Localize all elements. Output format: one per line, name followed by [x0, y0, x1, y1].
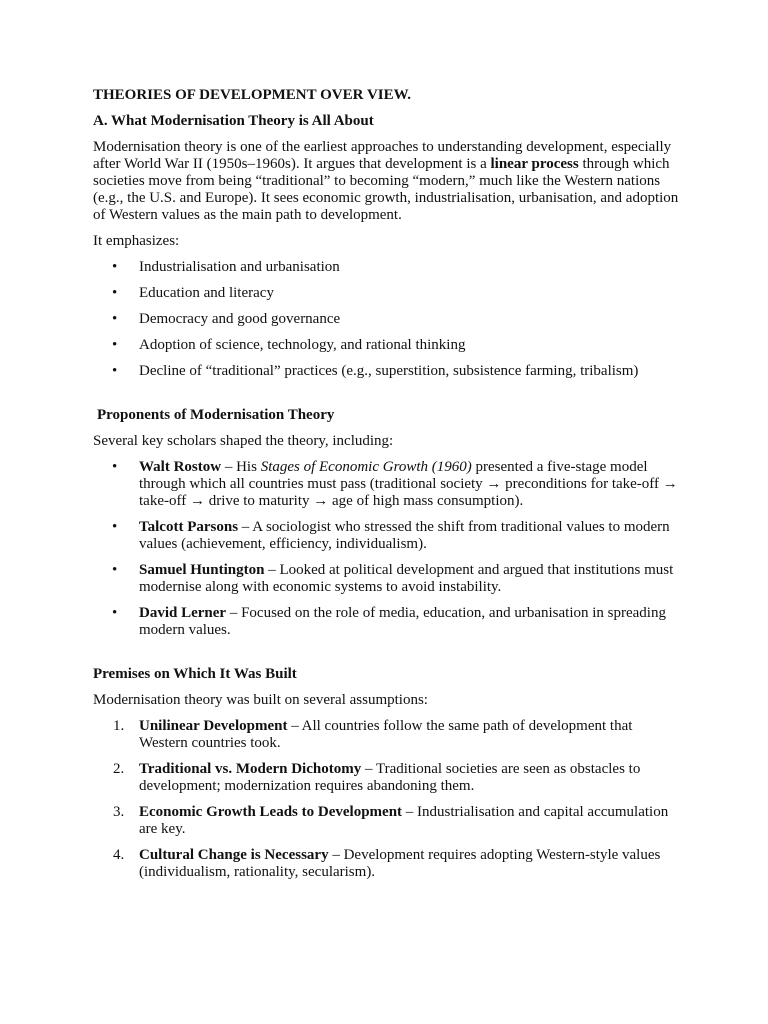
- proponents-intro: Several key scholars shaped the theory, including:: [93, 433, 394, 449]
- premise-name: Traditional vs. Modern Dichotomy: [139, 761, 362, 777]
- bullet-icon: •: [112, 311, 118, 327]
- list-item-text: Adoption of science, technology, and rational thinking: [139, 337, 466, 353]
- document-page: [93, 87, 683, 890]
- list-item-text: Democracy and good governance: [139, 311, 341, 327]
- list-item: [93, 459, 683, 510]
- list-item: [93, 605, 683, 639]
- bullet-icon: •: [112, 285, 118, 301]
- proponent-name: Talcott Parsons: [139, 519, 239, 535]
- section-a-heading: A. What Modernisation Theory is All About: [93, 113, 374, 129]
- proponent-text: – Focused on the role of media, education, and urbanisation in spreading modern values.: [139, 605, 666, 638]
- proponent-text: presented a five-stage model through which all countries must pass (traditional society → preconditions for take-off → take-off → drive to maturity → age of high mass consumption).: [139, 459, 678, 509]
- proponent-text: – A sociologist who stressed the shift from traditional values to modern values (achievement, efficiency, individualism).: [139, 519, 670, 552]
- intro-text-part2: through which societies move from being “traditional” to becoming “modern,” much like the Western nations (e.g., the U.S. and Europe). It sees economic growth, industrialisation, urbanisation, and adoption of Western values as the main path to development.: [93, 156, 679, 223]
- intro-bold-text: linear process: [490, 156, 579, 172]
- emphasis-list: [93, 259, 683, 380]
- proponents-list: [93, 459, 683, 639]
- list-item: [93, 718, 683, 752]
- premises-list: [93, 718, 683, 881]
- list-number: 2.: [113, 761, 125, 777]
- proponent-name: Walt Rostow: [139, 459, 222, 475]
- list-number: 1.: [113, 718, 125, 734]
- proponent-text: – Looked at political development and argued that institutions must modernise along with economic systems to avoid instability.: [139, 562, 674, 595]
- list-item: [93, 311, 683, 328]
- list-item: [93, 847, 683, 881]
- list-item: [93, 761, 683, 795]
- bullet-icon: •: [112, 519, 118, 535]
- bullet-icon: •: [112, 259, 118, 275]
- premise-name: Unilinear Development: [139, 718, 288, 734]
- bullet-icon: •: [112, 337, 118, 353]
- premise-name: Economic Growth Leads to Development: [139, 804, 403, 820]
- list-item-text: Education and literacy: [139, 285, 274, 301]
- proponent-name: David Lerner: [139, 605, 227, 621]
- list-item: [93, 562, 683, 596]
- premise-name: Cultural Change is Necessary: [139, 847, 329, 863]
- premise-text: – All countries follow the same path of development that Western countries took.: [139, 718, 633, 751]
- list-item: [93, 519, 683, 553]
- bullet-icon: •: [112, 363, 118, 379]
- premises-intro: Modernisation theory was built on several assumptions:: [93, 692, 428, 708]
- list-item-text: Decline of “traditional” practices (e.g., superstition, subsistence farming, tribalism): [139, 363, 639, 379]
- proponent-book-title: Stages of Economic Growth (1960): [260, 459, 472, 475]
- premise-text: – Development requires adopting Western-style values (individualism, rationality, secularism).: [139, 847, 661, 880]
- list-item: [93, 259, 683, 276]
- document-title: THEORIES OF DEVELOPMENT OVER VIEW.: [93, 87, 411, 103]
- list-item: [93, 285, 683, 302]
- premises-heading: Premises on Which It Was Built: [93, 666, 297, 682]
- section-a-intro: [93, 139, 683, 224]
- proponents-heading: Proponents of Modernisation Theory: [97, 407, 335, 423]
- proponent-name: Samuel Huntington: [139, 562, 265, 578]
- bullet-icon: •: [112, 605, 118, 621]
- premise-text: – Industrialisation and capital accumulation are key.: [139, 804, 669, 837]
- list-item: [93, 337, 683, 354]
- intro-text-part1: Modernisation theory is one of the earliest approaches to understanding development, especially after World War II (1950s–1960s). It argues that development is a: [93, 139, 672, 172]
- list-item: [93, 363, 683, 380]
- list-item: [93, 804, 683, 838]
- list-number: 3.: [113, 804, 125, 820]
- bullet-icon: •: [112, 562, 118, 578]
- list-item-text: Industrialisation and urbanisation: [139, 259, 340, 275]
- premise-text: – Traditional societies are seen as obstacles to development; modernization requires abandoning them.: [139, 761, 641, 794]
- bullet-icon: •: [112, 459, 118, 475]
- list-number: 4.: [113, 847, 125, 863]
- proponent-pre: – His: [221, 459, 261, 475]
- emphasizes-label: It emphasizes:: [93, 233, 180, 249]
